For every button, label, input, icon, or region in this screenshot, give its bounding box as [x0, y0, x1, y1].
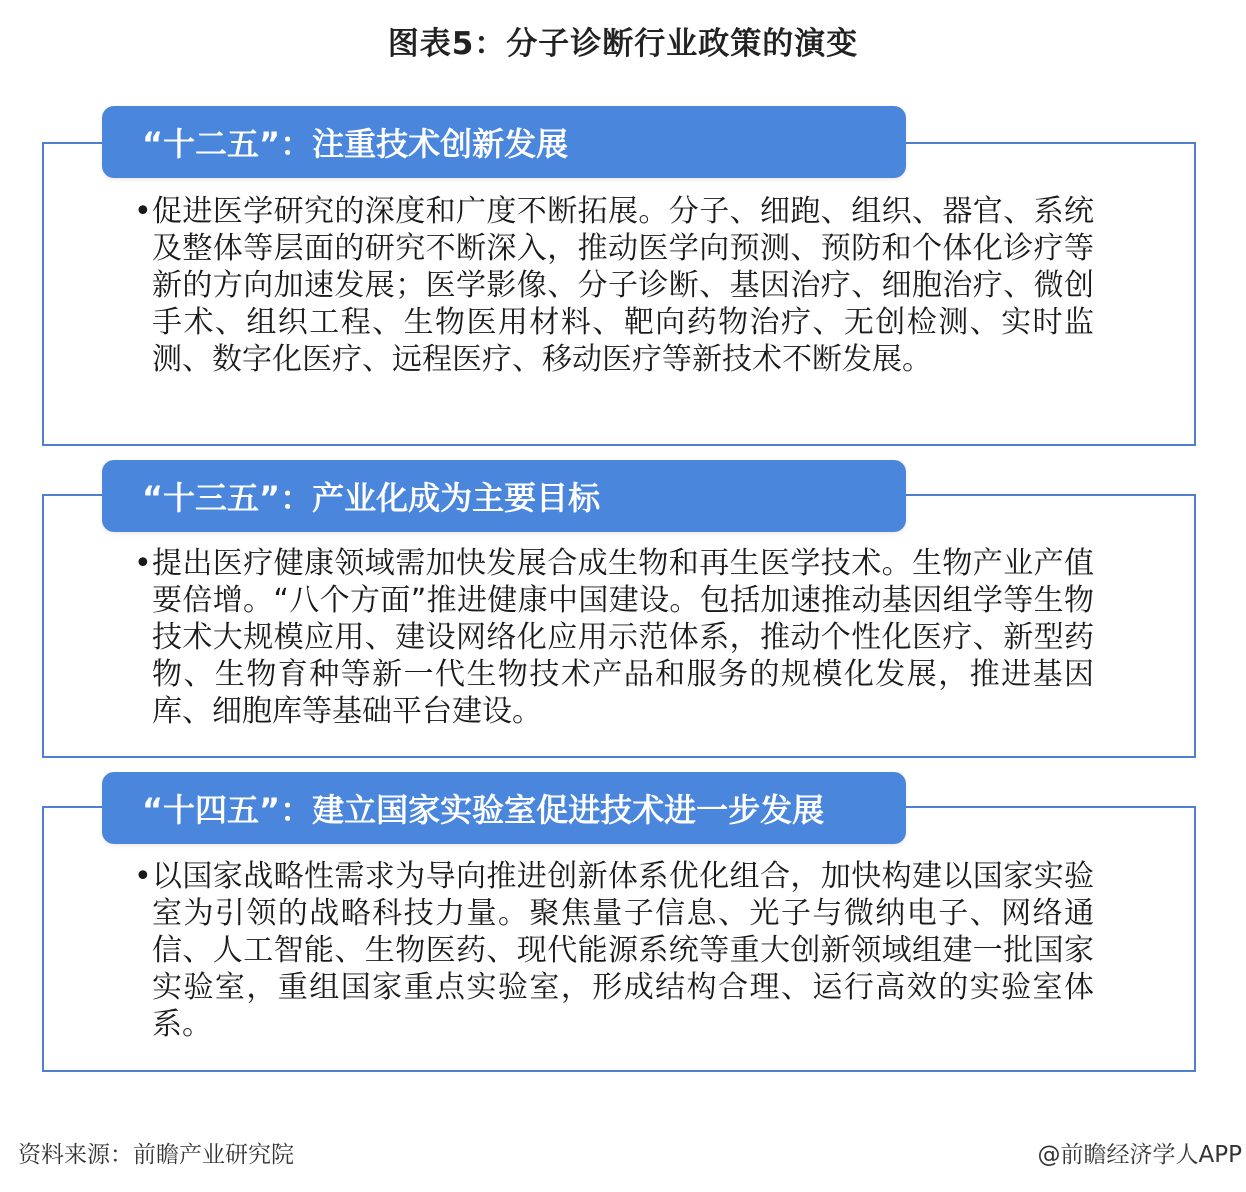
credit-note: @前瞻经济学人APP	[1037, 1142, 1242, 1168]
section-heading: “十三五”：产业化成为主要目标	[102, 460, 906, 532]
source-note: 资料来源：前瞻产业研究院	[18, 1142, 294, 1168]
bullet-text: 以国家战略性需求为导向推进创新体系优化组合，加快构建以国家实验室为引领的战略科技力量。聚焦量子信息、光子与微纳电子、网络通信、人工智能、生物医药、现代能源系统等重大创新领域组建一批国家实验室，重组国家重点实验室，形成结构合理、运行高效的实验室体系。	[152, 859, 1094, 1042]
bullet-item	[134, 858, 1094, 1043]
bullet-text: 提出医疗健康领域需加快发展合成生物和再生医学技术。生物产业产值要倍增。“八个方面”推进健康中国建设。包括加速推动基因组学等生物技术大规模应用、建设网络化应用示范体系，推动个性化医疗、新型药物、生物育种等新一代生物技术产品和服务的规模化发展，推进基因库、细胞库等基础平台建设。	[152, 546, 1094, 729]
section-heading: “十二五”：注重技术创新发展	[102, 106, 906, 178]
bullet-dot-icon: •	[134, 546, 152, 581]
section-heading: “十四五”：建立国家实验室促进技术进一步发展	[102, 772, 906, 844]
bullet-item	[134, 193, 1094, 378]
figure-title: 图表5：分子诊断行业政策的演变	[387, 26, 859, 62]
bullet-item	[134, 545, 1094, 730]
bullet-dot-icon: •	[134, 194, 152, 229]
bullet-text: 促进医学研究的深度和广度不断拓展。分子、细跑、组织、器官、系统及整体等层面的研究不断深入，推动医学向预测、预防和个体化诊疗等新的方向加速发展；医学影像、分子诊断、基因治疗、细胞治疗、微创手术、组织工程、生物医用材料、靶向药物治疗、无创检测、实时监测、数字化医疗、远程医疗、移动医疗等新技术不断发展。	[152, 194, 1094, 377]
bullet-dot-icon: •	[134, 859, 152, 894]
